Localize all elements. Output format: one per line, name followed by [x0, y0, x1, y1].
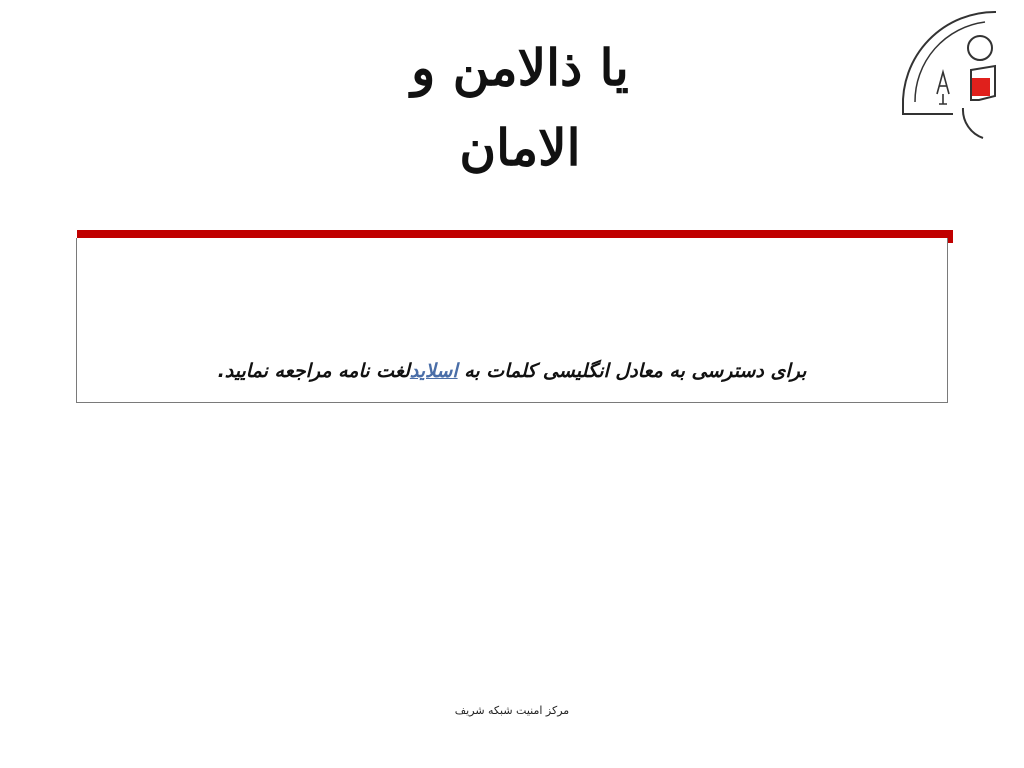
header-calligraphy: یا ذالامن و الامان	[411, 38, 629, 177]
instruction-text	[77, 360, 947, 382]
sharif-network-security-center-logo-icon	[893, 8, 1005, 142]
instruction-text-part2: لغت نامه مراجعه نمایید.	[217, 360, 410, 382]
glossary-slide-link[interactable]: اسلاید	[409, 360, 458, 382]
title-accent-bar	[77, 230, 953, 238]
instruction-text-part1: برای دسترسی به معادل انگلیسی کلمات به	[464, 360, 807, 382]
footer-text: مرکز امنیت شبکه شریف	[454, 704, 570, 717]
content-box	[76, 238, 948, 403]
